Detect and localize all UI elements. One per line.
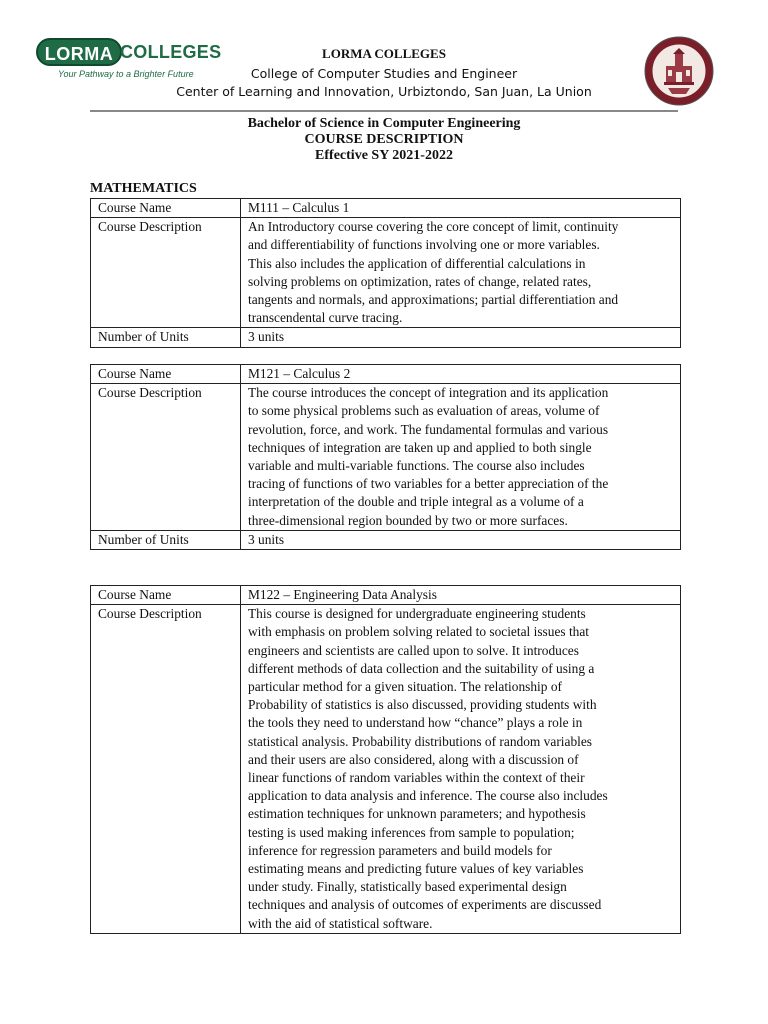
table-row [91, 605, 681, 934]
course-table [90, 585, 681, 934]
table-row [91, 199, 681, 218]
course-description-value: An Introductory course covering the core concept of limit, continuity and differentiability of functions involving one or more variables. This also includes the application of differential calculations in solving problems on optimization, rates of change, related rates, tangents and normals, and approximations; partial differentiation and transcendental curve tracing. [241, 218, 681, 328]
course-description-label: Course Description [91, 605, 241, 934]
header-divider [90, 110, 678, 112]
effective-year: Effective SY 2021-2022 [315, 148, 453, 163]
logo-wordmark-right: COLLEGES [120, 42, 222, 62]
course-description-value: The course introduces the concept of integration and its application to some physical problems such as evaluation of areas, volume of revolution, force, and work. The fundamental formulas and various techniques of integration are taken up and applied to both single variable and multi-variable functions. The course also includes tracing of functions of two variables for a better appreciation of the interpretation of the double and triple integral as a volume of a three-dimensional region bounded by two or more surfaces. [241, 384, 681, 531]
course-name-value: M121 – Calculus 2 [241, 365, 681, 384]
course-units-value: 3 units [241, 530, 681, 549]
logo-tagline: Your Pathway to a Brighter Future [58, 69, 194, 79]
section-heading: MATHEMATICS [90, 181, 197, 196]
course-table [90, 198, 681, 348]
course-units-label: Number of Units [91, 530, 241, 549]
college-name: College of Computer Studies and Engineer [250, 66, 518, 81]
course-table [90, 364, 681, 550]
program-title: Bachelor of Science in Computer Engineering [247, 116, 521, 131]
table-row [91, 384, 681, 531]
course-units-value: 3 units [241, 328, 681, 347]
course-units-label: Number of Units [91, 328, 241, 347]
institution-name: LORMA COLLEGES [322, 46, 446, 61]
course-description-label: Course Description [91, 384, 241, 531]
course-name-label: Course Name [91, 586, 241, 605]
table-row [91, 530, 681, 549]
college-seal-icon [644, 36, 714, 106]
table-row [91, 586, 681, 605]
course-description-value: This course is designed for undergraduate engineering students with emphasis on problem solving related to societal issues that engineers and scientists are called upon to solve. It introduces different methods of data collection and the suitability of using a particular method for a given situation. The relationship of Probability of statistics is also discussed, providing students with the tools they need to understand how “chance” plays a role in statistical analysis. Probability distributions of random variables and their users are also considered, along with a discussion of linear functions of random variables within the context of their application to data analysis and inference. The course also includes estimation techniques for unknown parameters; and hypothesis testing is used making inferences from sample to population; inference for regression parameters and build models for estimating means and predicting future values of key variables under study. Finally, statistically based experimental design techniques and analysis of outcomes of experiments are discussed with the aid of statistical software. [241, 605, 681, 934]
course-name-label: Course Name [91, 199, 241, 218]
course-name-label: Course Name [91, 365, 241, 384]
table-row [91, 218, 681, 328]
table-row [91, 328, 681, 347]
document-type: COURSE DESCRIPTION [304, 132, 464, 147]
table-row [91, 365, 681, 384]
course-name-value: M122 – Engineering Data Analysis [241, 586, 681, 605]
logo-wordmark-left: LORMA [36, 38, 122, 66]
course-name-value: M111 – Calculus 1 [241, 199, 681, 218]
college-address: Center of Learning and Innovation, Urbiztondo, San Juan, La Union [176, 84, 592, 99]
course-description-label: Course Description [91, 218, 241, 328]
